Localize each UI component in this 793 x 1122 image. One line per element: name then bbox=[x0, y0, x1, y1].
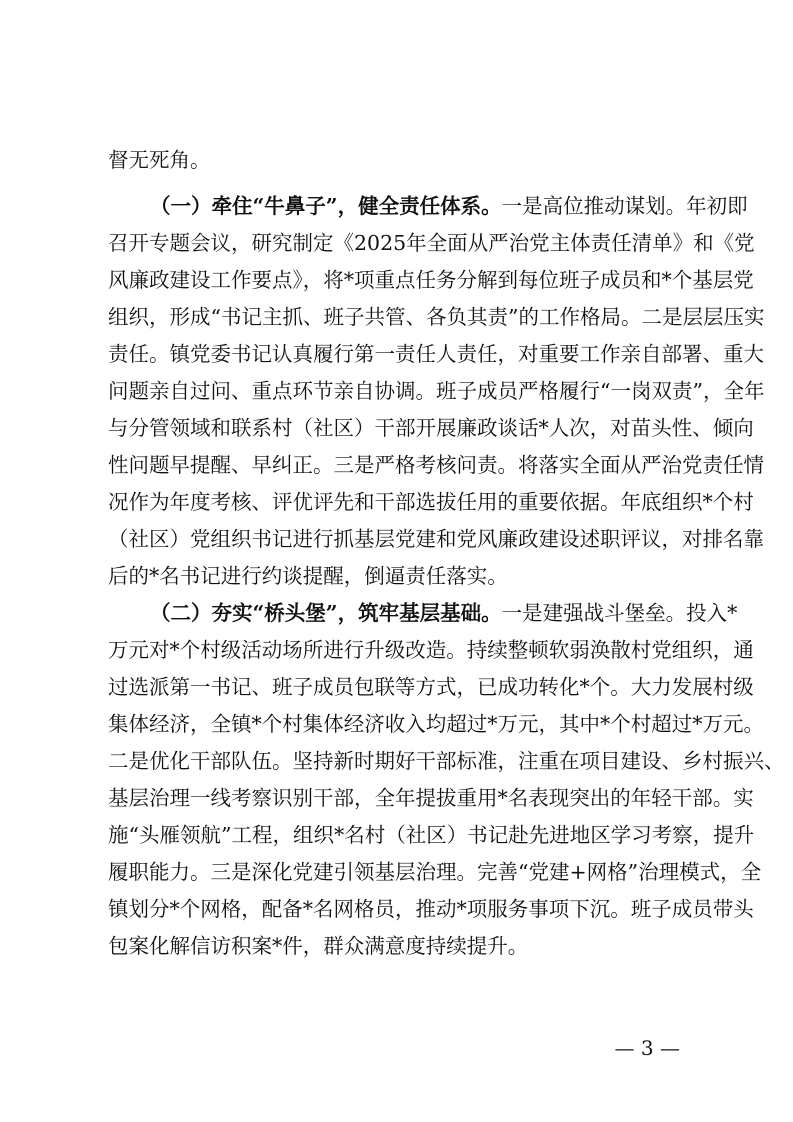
section2-line: 履职能力。三是深化党建引领基层治理。完善“党建+网格”治理模式，全 bbox=[108, 860, 762, 884]
section1-line: 问题亲自过问、重点环节亲自协调。班子成员严格履行“一岗双责”，全年 bbox=[108, 379, 765, 403]
section1-first-line bbox=[150, 189, 748, 223]
section2-line: 一是建强战斗堡垒。投入* bbox=[501, 601, 738, 625]
section2-first-line bbox=[150, 596, 738, 630]
section1-line: 责任。镇党委书记认真履行第一责任人责任，对重要工作亲自部署、重大 bbox=[108, 342, 764, 366]
section2-line: 包案化解信访积案*件，群众满意度持续提升。 bbox=[108, 934, 529, 958]
section1-line: 召开专题会议，研究制定《2025年全面从严治党主体责任清单》和《党 bbox=[108, 231, 755, 255]
section1-line: 组织，形成“书记主抓、班子共管、各负其责”的工作格局。二是层层压实 bbox=[108, 305, 765, 329]
section1-line: 后的*名书记进行约谈提醒，倒逼责任落实。 bbox=[108, 564, 508, 588]
section1-heading: （一）牵住“牛鼻子”，健全责任体系。 bbox=[150, 194, 502, 218]
section2-line: 集体经济，全镇*个村集体经济收入均超过*万元，其中*个村超过*万元。 bbox=[108, 712, 764, 736]
section1-line: 与分管领域和联系村（社区）干部开展廉政谈话*人次，对苗头性、倾向 bbox=[108, 416, 754, 440]
section2-heading: （二）夯实“桥头堡”，筑牢基层基础。 bbox=[150, 601, 502, 625]
section1-line: 风廉政建设工作要点》，将*项重点任务分解到每位班子成员和*个基层党 bbox=[108, 268, 754, 292]
section1-line: 一是高位推动谋划。年初即 bbox=[501, 194, 748, 218]
section2-line: 过选派第一书记、班子成员包联等方式，已成功转化*个。大力发展村级 bbox=[108, 675, 754, 699]
section2-line: 基层治理一线考察识别干部，全年提拔重用*名表现突出的年轻干部。实 bbox=[108, 786, 754, 810]
section1-line: 况作为年度考核、评优评先和干部选拔任用的重要依据。年底组织*个村 bbox=[108, 490, 754, 514]
section2-line: 施“头雁领航”工程，组织*名村（社区）书记赴先进地区学习考察，提升 bbox=[108, 823, 755, 847]
section2-line: 万元对*个村级活动场所进行升级改造。持续整顿软弱涣散村党组织，通 bbox=[108, 638, 754, 662]
section2-line: 二是优化干部队伍。坚持新时期好干部标准，注重在项目建设、乡村振兴、 bbox=[108, 749, 785, 773]
continuation-line: 督无死角。 bbox=[108, 148, 211, 172]
section2-line: 镇划分*个网格，配备*名网格员，推动*项服务事项下沉。班子成员带头 bbox=[108, 897, 754, 921]
section1-line: （社区）党组织书记进行抓基层党建和党风廉政建设述职评议，对排名靠 bbox=[108, 527, 764, 551]
page-number: — 3 — bbox=[614, 1036, 680, 1060]
section1-line: 性问题早提醒、早纠正。三是严格考核问责。将落实全面从严治党责任情 bbox=[108, 453, 764, 477]
